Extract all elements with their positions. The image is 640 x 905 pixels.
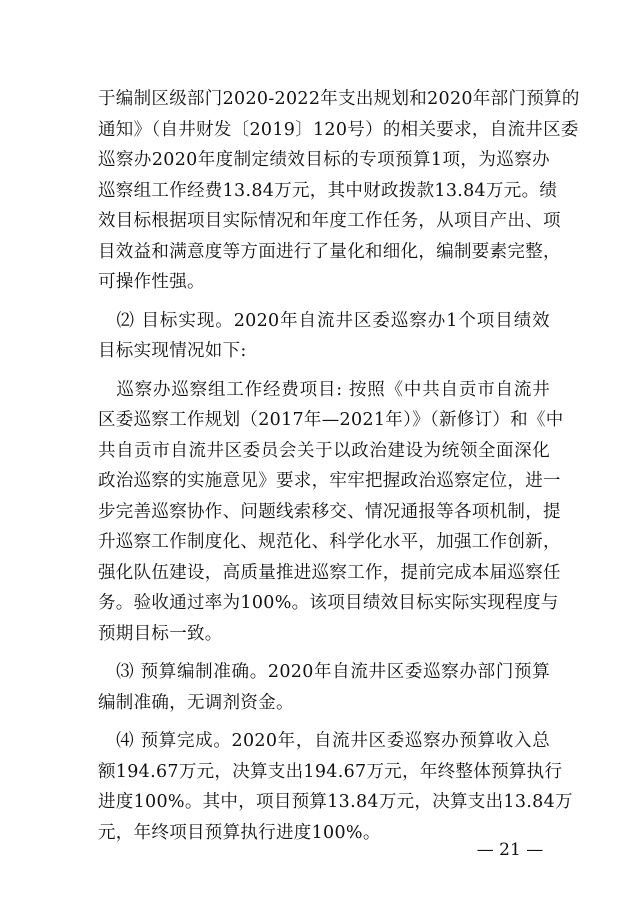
document-body: [98, 84, 580, 848]
text-line: 强化队伍建设，高质量推进巡察工作，提前完成本届巡察任: [98, 562, 561, 583]
text-line: 巡察办2020年度制定绩效目标的专项预算1项，为巡察办: [98, 150, 550, 170]
text-line: 预期目标一致。: [98, 623, 223, 644]
paragraph-goal-achievement: [98, 306, 550, 367]
text-line: 巡察组工作经费13.84万元，其中财政拨款13.84万元。绩: [98, 180, 558, 201]
text-line: 编制准确，无调剂资金。: [98, 692, 294, 713]
text-line: ⑷ 预算完成。2020年，自流井区委巡察办预算收入总: [98, 731, 550, 751]
paragraph-budget-completion: [98, 726, 573, 848]
text-line: 进度100%。其中，项目预算13.84万元，决算支出13.84万: [98, 792, 573, 812]
page-number: — 21 —: [476, 840, 544, 860]
text-line: 于编制区级部门2020-2022年支出规划和2020年部门预算的: [98, 89, 580, 109]
text-line: 额194.67万元，决算支出194.67万元，年终整体预算执行: [98, 761, 563, 782]
text-line: 务。验收通过率为100%。该项目绩效目标实际实现程度与: [98, 593, 559, 613]
paragraph-project-detail: [98, 375, 564, 650]
text-line: ⑵ 目标实现。2020年自流井区委巡察办1个项目绩效: [98, 310, 550, 331]
text-line: 步完善巡察协作、问题线索移交、情况通报等各项机制，提: [98, 501, 561, 522]
text-line: 效目标根据项目实际情况和年度工作任务，从项目产出、项: [98, 211, 561, 231]
text-line: 元，年终项目预算执行进度100%。: [98, 822, 381, 843]
text-line: 升巡察工作制度化、规范化、科学化水平，加强工作创新，: [98, 532, 561, 552]
text-line: 区委巡察工作规划（2017年—2021年）》（新修订）和《中: [98, 410, 564, 430]
text-line: ⑶ 预算编制准确。2020年自流井区委巡察办部门预算: [98, 662, 550, 682]
text-line: 目效益和满意度等方面进行了量化和细化，编制要素完整，: [98, 241, 561, 262]
paragraph-budget-basis: [98, 84, 580, 298]
text-line: 共自贡市自流井区委员会关于以政治建设为统领全面深化: [98, 440, 550, 461]
text-line: 通知》（自井财发〔2019〕120号）的相关要求，自流井区委: [98, 119, 579, 140]
text-line: 政治巡察的实施意见》要求，牢牢把握政治巡察定位，进一: [98, 471, 561, 491]
text-line: 巡察办巡察组工作经费项目: 按照《中共自贡市自流井: [98, 379, 550, 400]
text-line: 可操作性强。: [98, 272, 205, 292]
paragraph-budget-accuracy: [98, 657, 550, 718]
text-line: 目标实现情况如下:: [98, 341, 247, 361]
